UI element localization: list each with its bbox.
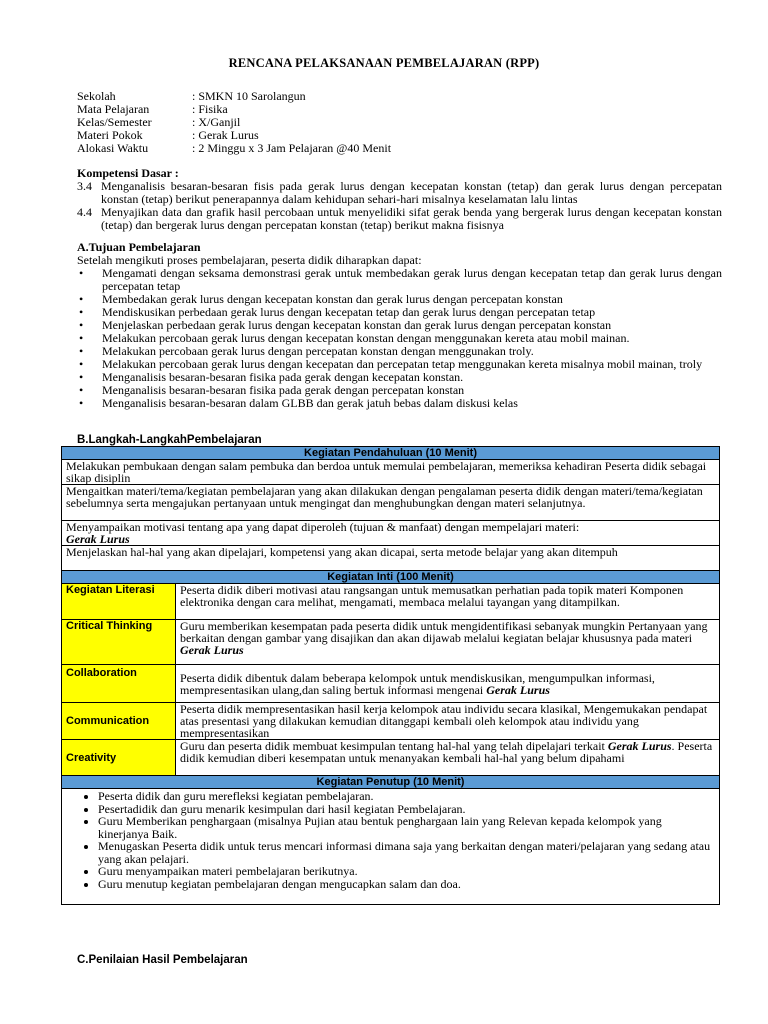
penilaian-heading: C.Penilaian Hasil Pembelajaran xyxy=(77,954,248,966)
bullet-icon: • xyxy=(79,266,84,280)
bullet-icon: • xyxy=(79,331,84,345)
list-item-text: Melakukan percobaan gerak lurus dengan kecepatan konstan dengan menggunakan kereta atau mobil mainan. xyxy=(102,331,630,345)
list-item: • Pesertadidik dan guru menarik kesimpulan dari hasil kegiatan Pembelajaran. xyxy=(98,803,715,816)
cell-italic: Gerak Lurus xyxy=(66,532,130,546)
penutup-cell xyxy=(62,789,720,905)
list-item: • Guru Memberikan penghargaan (misalnya Pujian atau bentuk penghargaan lain yang Relevan kepada kelompok yang kinerjanya Baik. xyxy=(98,815,715,840)
list-item xyxy=(77,267,722,293)
kompetensi-number: 3.4 xyxy=(77,179,92,193)
tujuan-heading: A.Tujuan Pembelajaran xyxy=(77,240,201,254)
info-label: Materi Pokok xyxy=(77,128,143,142)
table-row xyxy=(62,703,720,740)
bullet-icon: • xyxy=(79,344,84,358)
activity-description: Guru memberikan kesempatan pada peserta didik untuk mengidentifikasi sebanyak mungkin Pertanyaan yang berkaitan dengan gambar yang disajikan dan akan dijawab melalui kegiatan belajar khususnya pada materi Gerak Lurus xyxy=(176,620,720,665)
cell-text: Mengaitkan materi/tema/kegiatan pembelajaran yang akan dilakukan dengan pengalaman peserta didik dengan materi/tema/kegiatan sebelumnya serta mengajukan pertanyaan untuk mengingat dan menghubungkan dengan materi selanjutnya. xyxy=(66,484,703,510)
table-row xyxy=(62,485,720,521)
info-value: : SMKN 10 Sarolangun xyxy=(192,89,306,103)
bullet-icon: • xyxy=(79,383,84,397)
info-value: : X/Ganjil xyxy=(192,115,241,129)
list-item: • Peserta didik dan guru merefleksi kegiatan pembelajaran. xyxy=(98,790,715,803)
table-cell xyxy=(62,460,720,485)
cell-text: Melakukan pembukaan dengan salam pembuka dan berdoa untuk memulai pembelajaran, memeriksa kehadiran Peserta didik sebagai sikap disiplin xyxy=(66,459,707,485)
langkah-heading: B.Langkah-LangkahPembelajaran xyxy=(77,434,262,446)
list-item-text: Melakukan percobaan gerak lurus dengan percepatan konstan dengan menggunakan troly. xyxy=(102,344,534,358)
list-item: • Guru menutup kegiatan pembelajaran dengan mengucapkan salam dan doa. xyxy=(98,878,715,891)
activity-description: Peserta didik diberi motivasi atau rangsangan untuk memusatkan perhatian pada topik materi Komponen elektronika dengan cara melihat, mengamati, membaca melalui tayangan yang ditampilkan. xyxy=(176,584,720,620)
list-item-text: Mendiskusikan perbedaan gerak lurus dengan kecepatan tetap dan gerak lurus dengan percepatan tetap xyxy=(102,305,596,319)
cell-text: Menjelaskan hal-hal yang akan dipelajari, kompetensi yang akan dicapai, serta metode belajar yang akan ditempuh xyxy=(66,545,618,559)
cell-text: Menyampaikan motivasi tentang apa yang dapat diperoleh (tujuan & manfaat) dengan mempelajari materi: xyxy=(66,520,580,534)
info-label: Kelas/Semester xyxy=(77,115,152,129)
table-cell xyxy=(62,485,720,521)
list-item-text: Menganalisis besaran-besaran fisika pada gerak dengan percepatan konstan xyxy=(102,383,465,397)
bullet-icon: • xyxy=(79,292,84,306)
info-value: : Gerak Lurus xyxy=(192,128,259,142)
list-item xyxy=(77,397,722,410)
tujuan-intro: Setelah mengikuti proses pembelajaran, peserta didik diharapkan dapat: xyxy=(77,253,422,267)
kompetensi-text: Menganalisis besaran-besaran fisis pada gerak lurus dengan kecepatan konstan (tetap) dan gerak lurus dengan percepatan konstan (tetap) berikut penerapannya dalam kehidupan sehari-hari misalnya keselamatan lalu lintas xyxy=(101,179,722,206)
kompetensi-number: 4.4 xyxy=(77,205,92,219)
table-row xyxy=(62,521,720,546)
list-item-text: Membedakan gerak lurus dengan kecepatan konstan dan gerak lurus dengan percepatan konstan xyxy=(102,292,563,306)
info-label: Sekolah xyxy=(77,89,116,103)
activity-label: Creativity xyxy=(62,740,176,776)
activity-description: Peserta didik mempresentasikan hasil kerja kelompok atau individu secara klasikal, Mengemukakan pendapat atas presentasi yang dilakukan kemudian ditanggapi kembali oleh kelompok atau individu yang mempresentasikan xyxy=(176,703,720,740)
list-item-text: Melakukan percobaan gerak lurus dengan kecepatan dan percepatan tetap menggunakan kereta misalnya mobil mainan, troly xyxy=(102,357,703,371)
list-item-text: Menjelaskan perbedaan gerak lurus dengan kecepatan konstan dan gerak lurus dengan percepatan konstan xyxy=(102,318,612,332)
list-item-text: Menganalisis besaran-besaran dalam GLBB dan gerak jatuh bebas dalam diskusi kelas xyxy=(102,396,518,410)
penutup-header: Kegiatan Penutup (10 Menit) xyxy=(62,776,720,789)
identity-block xyxy=(77,90,391,155)
info-value: : 2 Minggu x 3 Jam Pelajaran @40 Menit xyxy=(192,141,392,155)
tujuan-pembelajaran xyxy=(77,241,722,410)
table-row xyxy=(62,665,720,703)
penutup-list xyxy=(66,790,715,890)
inti-header: Kegiatan Inti (100 Menit) xyxy=(62,571,720,584)
table-row xyxy=(62,584,720,620)
document-title: RENCANA PELAKSANAAN PEMBELAJARAN (RPP) xyxy=(228,56,540,70)
kompetensi-dasar xyxy=(77,167,722,232)
table-row xyxy=(62,740,720,776)
bullet-icon: • xyxy=(79,305,84,319)
kompetensi-item xyxy=(77,206,722,232)
activity-label: Communication xyxy=(62,703,176,740)
list-item: • Menugaskan Peserta didik untuk terus mencari informasi dimana saja yang berkaitan dengan materi/pelajaran yang sedang atau yang akan pelajari. xyxy=(98,840,715,865)
bullet-icon: • xyxy=(79,357,84,371)
table-row xyxy=(62,789,720,905)
pendahuluan-header: Kegiatan Pendahuluan (10 Menit) xyxy=(62,447,720,460)
info-label: Alokasi Waktu xyxy=(77,141,149,155)
table-row xyxy=(62,620,720,665)
kompetensi-item xyxy=(77,180,722,206)
activity-label: Collaboration xyxy=(62,665,176,703)
activity-label: Critical Thinking xyxy=(62,620,176,665)
table-cell xyxy=(62,546,720,571)
table-row xyxy=(62,460,720,485)
table-row xyxy=(62,546,720,571)
activity-description: Guru dan peserta didik membuat kesimpulan tentang hal-hal yang telah dipelajari terkait Gerak Lurus. Peserta didik kemudian diberi kesempatan untuk menanyakan kembali hal-hal yang belum dipahami xyxy=(176,740,720,776)
bullet-icon: • xyxy=(79,396,84,410)
bullet-icon: • xyxy=(79,318,84,332)
activity-description: Peserta didik dibentuk dalam beberapa kelompok untuk mendiskusikan, mengumpulkan informasi, mempresentasikan ulang,dan saling bertuk informasi mengenai Gerak Lurus xyxy=(176,665,720,703)
kompetensi-heading: Kompetensi Dasar : xyxy=(77,166,179,180)
info-row-alokasi xyxy=(77,142,391,155)
langkah-table xyxy=(61,446,720,905)
info-label: Mata Pelajaran xyxy=(77,102,150,116)
bullet-icon: • xyxy=(79,370,84,384)
list-item-text: Menganalisis besaran-besaran fisika pada gerak dengan kecepatan konstan. xyxy=(102,370,464,384)
list-item: • Guru menyampaikan materi pembelajaran berikutnya. xyxy=(98,865,715,878)
activity-label: Kegiatan Literasi xyxy=(62,584,176,620)
list-item-text: Mengamati dengan seksama demonstrasi gerak untuk membedakan gerak lurus dengan kecepatan tetap dan gerak lurus dengan percepatan tetap xyxy=(102,266,722,293)
table-cell xyxy=(62,521,720,546)
info-value: : Fisika xyxy=(192,102,228,116)
kompetensi-text: Menyajikan data dan grafik hasil percobaan untuk menyelidiki sifat gerak benda yang bergerak lurus dengan kecepatan konstan (tetap) dan bergerak lurus dengan percepatan konstan (tetap) berikut makna fisisnya xyxy=(101,205,722,232)
